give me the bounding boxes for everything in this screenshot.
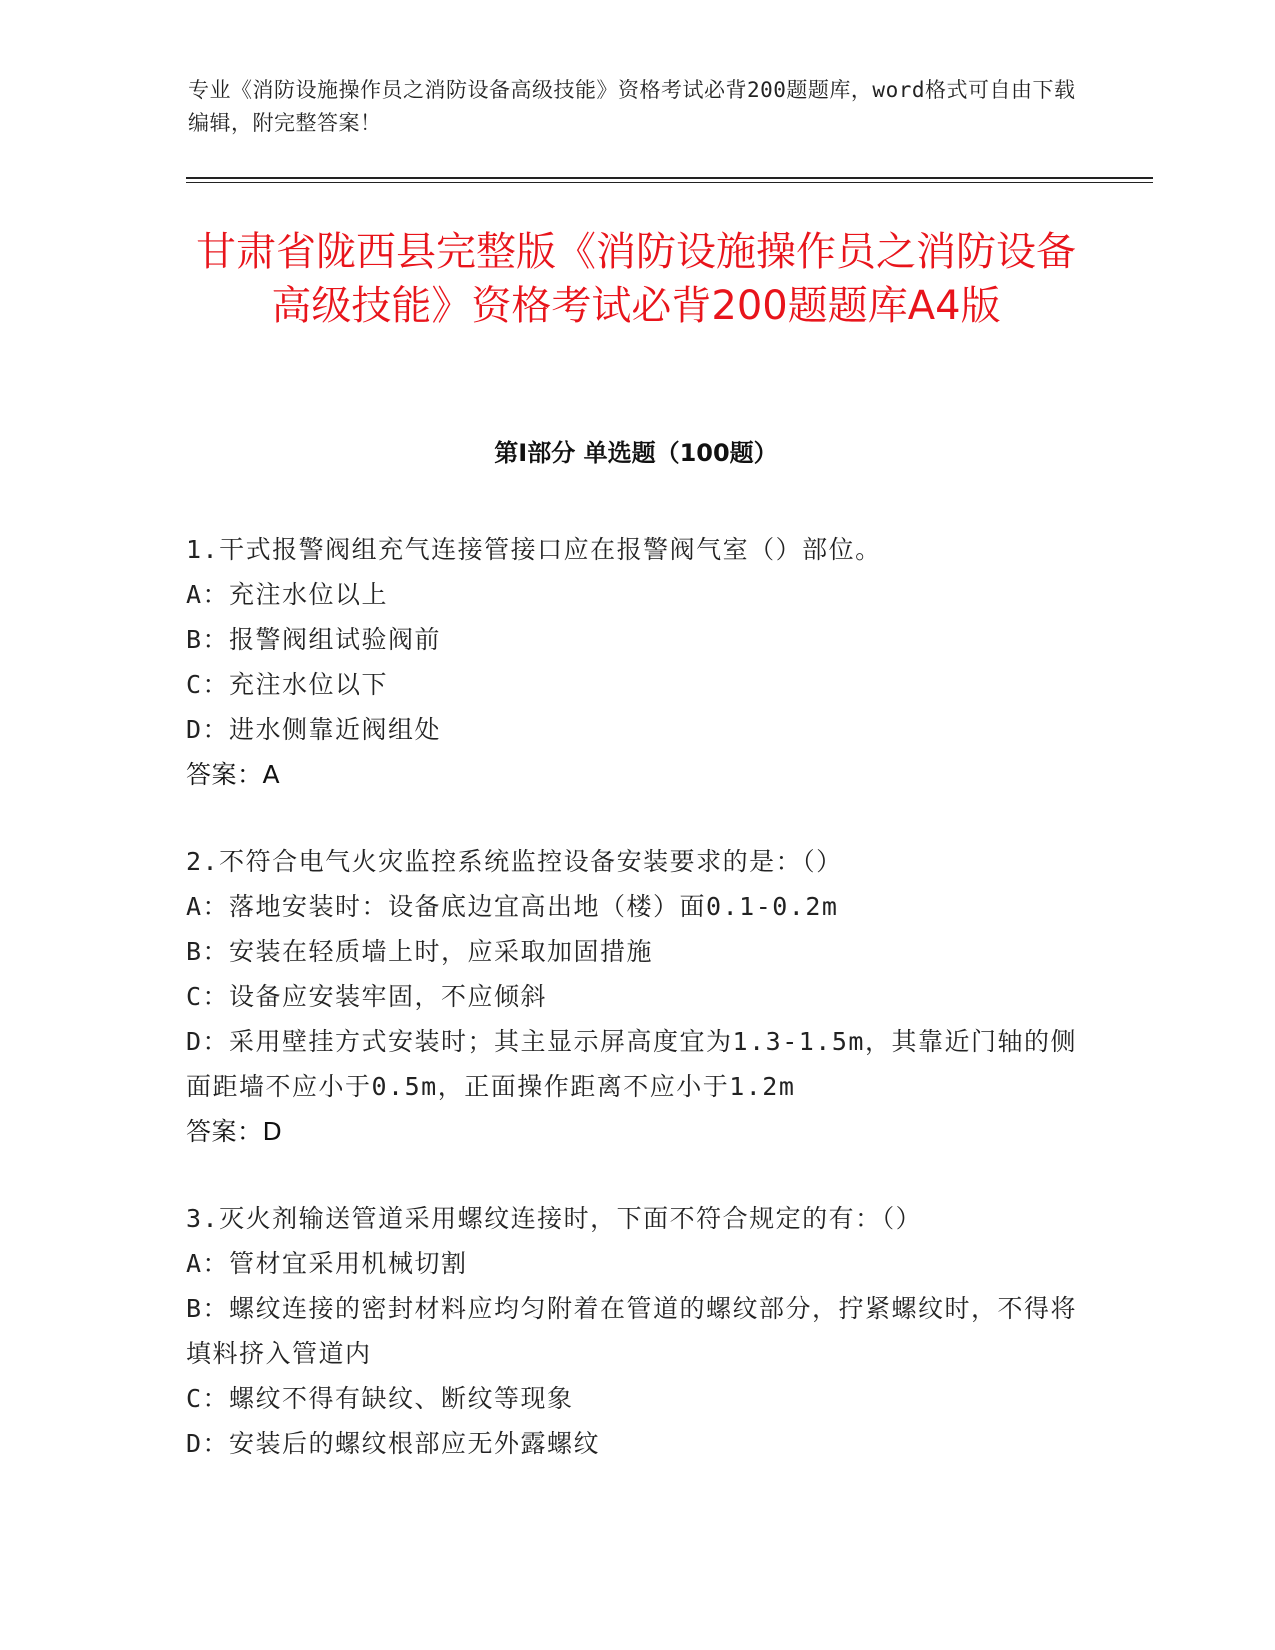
- option-a: A：落地安装时：设备底边宜高出地（楼）面0.1-0.2m: [186, 892, 839, 921]
- section-title: 第Ⅰ部分 单选题（100题）: [494, 439, 778, 467]
- option-b: B：螺纹连接的密封材料应均匀附着在管道的螺纹部分，拧紧螺纹时，不得将填料挤入管道内: [186, 1294, 1078, 1368]
- header-divider-thin: [186, 182, 1153, 183]
- option-b: B：报警阀组试验阀前: [186, 625, 442, 654]
- answer-label: 答案：A: [186, 760, 281, 789]
- question-2: [186, 839, 1086, 1154]
- answer-label: 答案：D: [186, 1117, 283, 1146]
- document-title: 甘肃省陇西县完整版《消防设施操作员之消防设备高级技能》资格考试必背200题题库A4版: [196, 229, 1076, 329]
- option-c: C：螺纹不得有缺纹、断纹等现象: [186, 1384, 574, 1413]
- question-3: [186, 1196, 1086, 1466]
- option-a: A：管材宜采用机械切割: [186, 1249, 468, 1278]
- question-stem: 1.干式报警阀组充气连接管接口应在报警阀气室（）部位。: [186, 535, 882, 564]
- option-c: C：充注水位以下: [186, 670, 389, 699]
- option-a: A：充注水位以上: [186, 580, 389, 609]
- option-d: D：采用壁挂方式安装时；其主显示屏高度宜为1.3-1.5m，其靠近门轴的侧面距墙不应小于0.5m，正面操作距离不应小于1.2m: [186, 1027, 1077, 1101]
- question-stem: 3.灭火剂输送管道采用螺纹连接时，下面不符合规定的有：（）: [186, 1204, 923, 1233]
- question-list: [186, 527, 1086, 1508]
- header-divider-thick: [186, 177, 1153, 179]
- question-1: [186, 527, 1086, 797]
- header-note: 专业《消防设施操作员之消防设备高级技能》资格考试必背200题题库，word格式可自由下载编辑，附完整答案！: [188, 78, 1076, 135]
- option-b: B：安装在轻质墙上时，应采取加固措施: [186, 937, 654, 966]
- option-d: D：安装后的螺纹根部应无外露螺纹: [186, 1429, 601, 1458]
- option-d: D：进水侧靠近阀组处: [186, 715, 442, 744]
- question-stem: 2.不符合电气火灾监控系统监控设备安装要求的是：（）: [186, 847, 843, 876]
- option-c: C：设备应安装牢固，不应倾斜: [186, 982, 548, 1011]
